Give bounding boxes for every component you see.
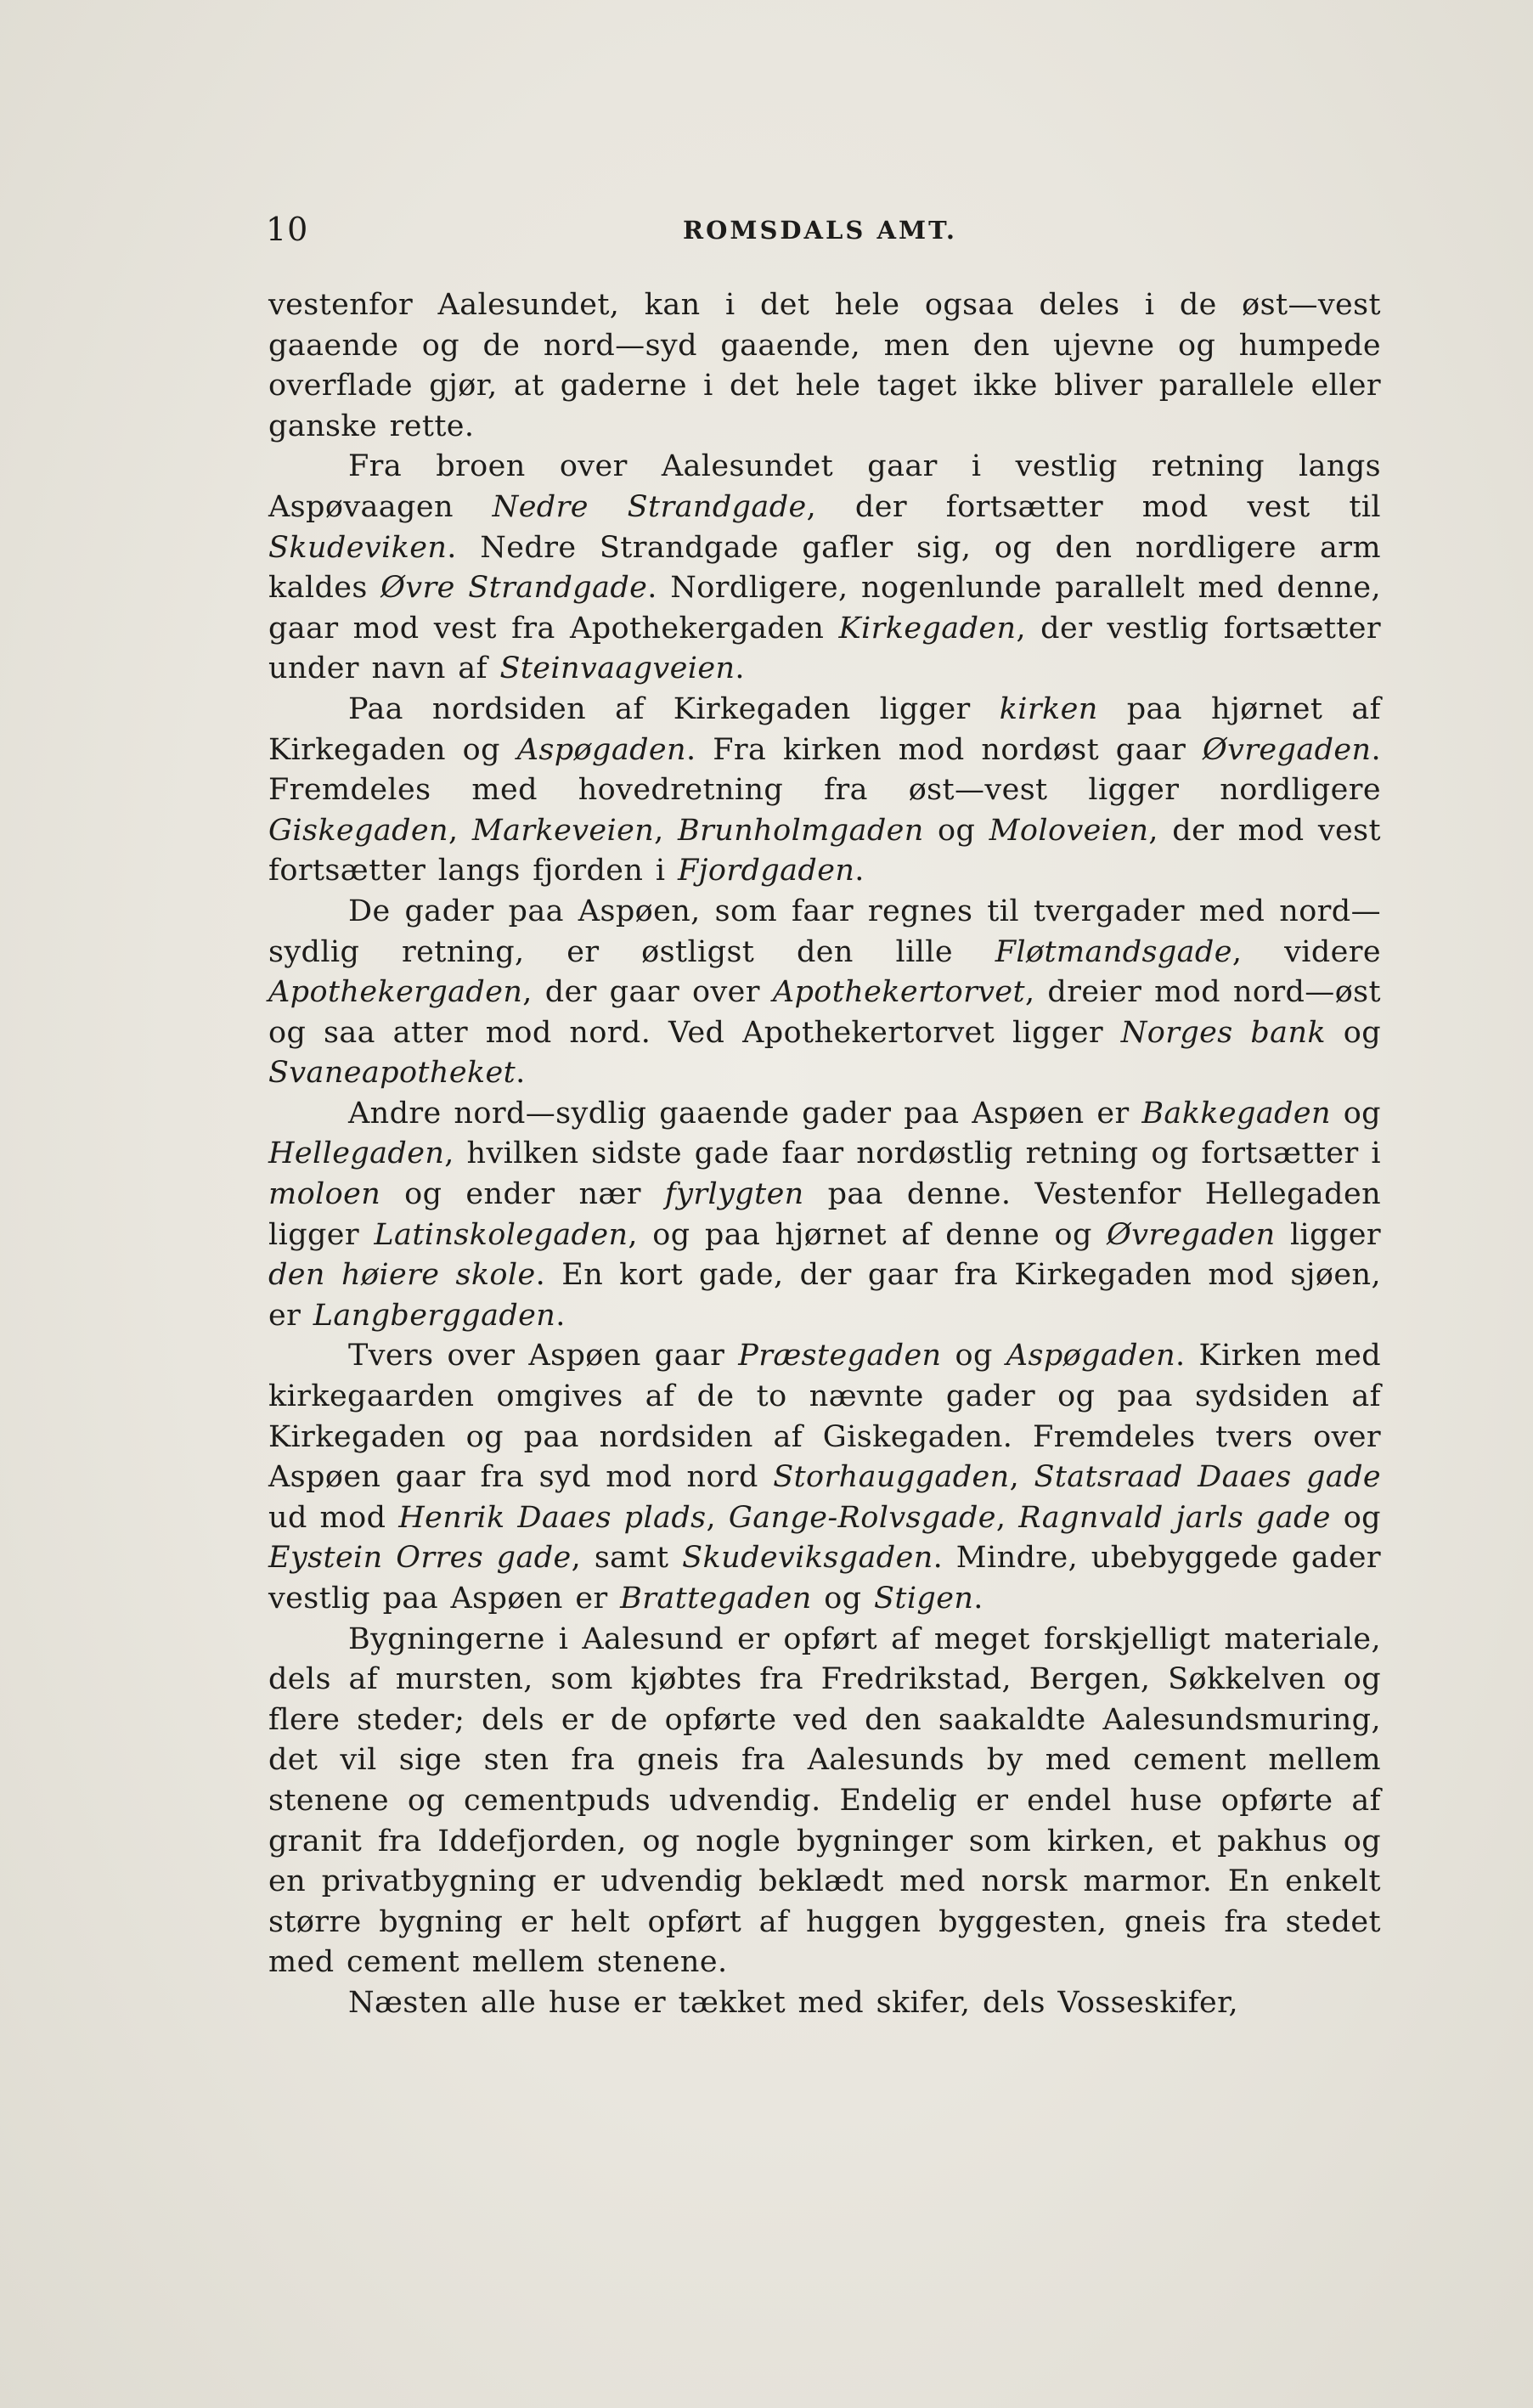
text-run: . Kirken med kirkegaarden omgives af de to nævnte gader og paa sydsiden af Kirkegaden og paa nordsiden af Giskegaden. Fremdeles tvers over Aspøen gaar fra syd mod nord bbox=[268, 1339, 1381, 1495]
text-run: , bbox=[995, 1500, 1019, 1535]
text-run: og bbox=[1326, 1015, 1382, 1050]
italic-street-name: Stigen bbox=[874, 1582, 974, 1616]
paragraph bbox=[268, 1094, 1381, 1337]
text-run: . Fra kirken mod nordøst gaar bbox=[685, 732, 1203, 767]
text-run: . En kort gade, der gaar fra Kirkegaden mod sjøen, er bbox=[268, 1258, 1381, 1333]
italic-street-name: Gange-Rolvsgade bbox=[728, 1500, 996, 1535]
italic-street-name: kirken bbox=[999, 691, 1098, 726]
paragraph bbox=[268, 1336, 1381, 1619]
italic-street-name: Fjordgaden bbox=[678, 854, 855, 888]
italic-street-name: Brunholmgaden bbox=[678, 813, 924, 848]
italic-street-name: Øvre Strandgade bbox=[380, 571, 648, 606]
text-run: Tvers over Aspøen gaar bbox=[348, 1339, 739, 1373]
text-run: og bbox=[1330, 1500, 1381, 1535]
text-run: . bbox=[973, 1582, 983, 1616]
italic-street-name: Langberggaden bbox=[313, 1298, 556, 1333]
text-run: og bbox=[811, 1582, 874, 1616]
paragraph bbox=[268, 892, 1381, 1094]
running-title: ROMSDALS AMT. bbox=[682, 216, 958, 245]
text-run: . bbox=[555, 1298, 566, 1333]
page-number: 10 bbox=[266, 211, 309, 248]
italic-street-name: Markeveien bbox=[471, 813, 655, 848]
text-run: Fra broen over Aalesundet gaar i vestlig retning langs Aspøvaagen bbox=[268, 449, 1381, 524]
text-run: og bbox=[1330, 1096, 1381, 1131]
text-run: . Mindre, ubebyggede gader vestlig paa Aspøen er bbox=[268, 1541, 1382, 1616]
text-run: , bbox=[1009, 1460, 1034, 1495]
italic-street-name: Præstegaden bbox=[738, 1339, 942, 1373]
text-run: paa denne. Vestenfor Hellegaden ligger bbox=[268, 1177, 1382, 1252]
italic-street-name: Apothekertorvet bbox=[772, 975, 1025, 1010]
text-run: , bbox=[448, 813, 472, 848]
paragraph bbox=[268, 1620, 1381, 1983]
italic-street-name: Kirkegaden bbox=[838, 611, 1017, 646]
italic-street-name: Hellegaden bbox=[268, 1136, 445, 1171]
text-run: , og paa hjørnet af denne og bbox=[628, 1217, 1107, 1252]
italic-street-name: Bakkegaden bbox=[1141, 1096, 1331, 1131]
text-run: . Nedre Strandgade gafler sig, og den nordligere arm kaldes bbox=[268, 530, 1381, 606]
italic-street-name: moloen bbox=[268, 1177, 381, 1212]
italic-street-name: Norges bank bbox=[1120, 1015, 1326, 1050]
paragraph bbox=[268, 690, 1381, 892]
italic-street-name: Skudeviken bbox=[268, 530, 448, 565]
text-run: De gader paa Aspøen, som faar regnes til tvergader med nord—sydlig retning, er østligst den lille bbox=[268, 894, 1381, 969]
italic-street-name: Moloveien bbox=[989, 813, 1149, 848]
text-run: , videre bbox=[1231, 934, 1381, 969]
italic-street-name: Storhauggaden bbox=[773, 1460, 1010, 1495]
italic-street-name: Skudeviksgaden bbox=[682, 1541, 933, 1576]
text-run: , hvilken sidste gade faar nordøstlig retning og fortsætter i bbox=[444, 1136, 1381, 1171]
text-run: . Fremdeles med hovedretning fra øst—vest ligger nordligere bbox=[268, 732, 1381, 808]
text-run: , bbox=[706, 1500, 729, 1535]
paragraph bbox=[268, 285, 1381, 447]
text-run: , samt bbox=[571, 1541, 683, 1576]
body-text bbox=[268, 285, 1381, 2024]
text-run: ligger bbox=[1275, 1217, 1381, 1252]
italic-street-name: Eystein Orres gade bbox=[268, 1541, 572, 1576]
text-run: ud mod bbox=[268, 1500, 399, 1535]
italic-street-name: Steinvaagveien bbox=[499, 651, 736, 686]
italic-street-name: den høiere skole bbox=[268, 1258, 536, 1293]
text-run: , der vestlig fortsætter under navn af bbox=[268, 611, 1381, 686]
paragraph bbox=[268, 1983, 1381, 2024]
italic-street-name: Brattegaden bbox=[620, 1582, 812, 1616]
text-run: paa hjørnet af Kirkegaden og bbox=[268, 691, 1381, 767]
text-run: vestenfor Aalesundet, kan i det hele ogsaa deles i de øst—vest gaaende og de nord—syd gaaende, men den ujevne og humpede overflade gjør, at gaderne i det hele taget ikke bliver parallele eller ganske rette. bbox=[268, 288, 1381, 443]
text-run: . bbox=[735, 651, 745, 686]
text-run: Bygningerne i Aalesund er opført af meget forskjelligt materiale, dels af mursten, som kjøbtes fra Fredrikstad, Bergen, Søkkelven og flere steder; dels er de opførte ved den saakaldte Aalesundsmuring, det vil sige sten fra gneis fra Aalesunds by med cement mellem stenene og cementpuds udvendig. Endelig er endel huse opførte af granit fra Iddefjorden, og nogle bygninger som kirken, et pakhus og en privatbygning er udvendig beklædt med norsk marmor. En enkelt større bygning er helt opført af huggen byggesten, gneis fra stedet med cement mellem stenene. bbox=[268, 1621, 1381, 1980]
text-run: , der gaar over bbox=[522, 975, 773, 1010]
italic-street-name: Svaneapotheket bbox=[268, 1056, 516, 1091]
italic-street-name: Statsraad Daaes gade bbox=[1034, 1460, 1381, 1495]
italic-street-name: Nedre Strandgade bbox=[492, 489, 807, 524]
text-run: , der mod vest fortsætter langs fjorden i bbox=[268, 813, 1381, 888]
text-run: , bbox=[654, 813, 679, 848]
text-run: Paa nordsiden af Kirkegaden ligger bbox=[348, 691, 1000, 726]
text-run: Næsten alle huse er tækket med skifer, dels Vosseskifer, bbox=[348, 1985, 1238, 2020]
text-run: og ender nær bbox=[380, 1177, 665, 1212]
text-run: . Nordligere, nogenlunde parallelt med denne, gaar mod vest fra Apothekergaden bbox=[268, 571, 1381, 646]
italic-street-name: Øvregaden bbox=[1203, 732, 1372, 767]
italic-street-name: Ragnvald jarls gade bbox=[1018, 1500, 1331, 1535]
text-run: og bbox=[923, 813, 989, 848]
paragraph bbox=[268, 447, 1381, 690]
text-run: , der fortsætter mod vest til bbox=[806, 489, 1382, 524]
italic-street-name: fyrlygten bbox=[664, 1177, 804, 1212]
italic-street-name: Giskegaden bbox=[268, 813, 448, 848]
italic-street-name: Aspøgaden bbox=[516, 732, 686, 767]
italic-street-name: Apothekergaden bbox=[268, 975, 523, 1010]
italic-street-name: Latinskolegaden bbox=[374, 1217, 628, 1252]
text-run: , dreier mod nord—øst og saa atter mod nord. Ved Apothekertorvet ligger bbox=[268, 975, 1381, 1050]
italic-street-name: Henrik Daaes plads bbox=[398, 1500, 707, 1535]
italic-street-name: Aspøgaden bbox=[1006, 1339, 1176, 1373]
italic-street-name: Fløtmandsgade bbox=[995, 934, 1232, 969]
page-header bbox=[266, 211, 1374, 253]
text-run: Andre nord—sydlig gaaende gader paa Aspøen er bbox=[348, 1096, 1142, 1131]
text-run: . bbox=[854, 854, 865, 888]
text-run: . bbox=[516, 1056, 526, 1091]
text-run: og bbox=[941, 1339, 1006, 1373]
italic-street-name: Øvregaden bbox=[1107, 1217, 1276, 1252]
